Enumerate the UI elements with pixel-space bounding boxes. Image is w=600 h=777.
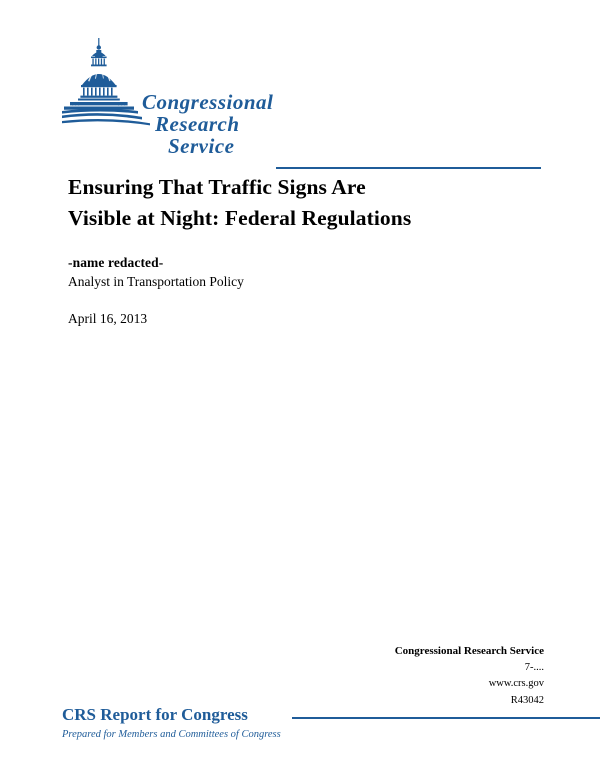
- colophon: [304, 643, 544, 709]
- footer-title: CRS Report for Congress: [62, 705, 248, 724]
- colophon-website[interactable]: www.crs.gov: [488, 678, 544, 690]
- author-name: -name redacted-: [68, 255, 164, 270]
- footer-subtitle: Prepared for Members and Committees of Congress: [62, 729, 281, 740]
- masthead: [0, 34, 600, 158]
- colophon-organization: Congressional Research Service: [394, 645, 544, 657]
- page-title: [68, 172, 538, 233]
- header-divider: [276, 167, 541, 169]
- title-line-2: Visible at Night: Federal Regulations: [68, 205, 412, 230]
- crs-wordmark: [142, 92, 342, 157]
- footer-divider: [292, 717, 600, 719]
- colophon-report-number: R43042: [510, 694, 544, 706]
- footer: [62, 705, 542, 740]
- wordmark-line-1: Congressional: [142, 90, 274, 114]
- publication-date: April 16, 2013: [68, 311, 148, 326]
- author-block: [68, 255, 538, 290]
- crs-logo: [62, 34, 282, 158]
- colophon-phone: 7-....: [524, 662, 544, 674]
- title-line-1: Ensuring That Traffic Signs Are: [68, 175, 366, 199]
- author-role: Analyst in Transportation Policy: [68, 274, 244, 289]
- wordmark-line-3: Service: [168, 134, 235, 158]
- wordmark-line-2: Research: [155, 112, 240, 136]
